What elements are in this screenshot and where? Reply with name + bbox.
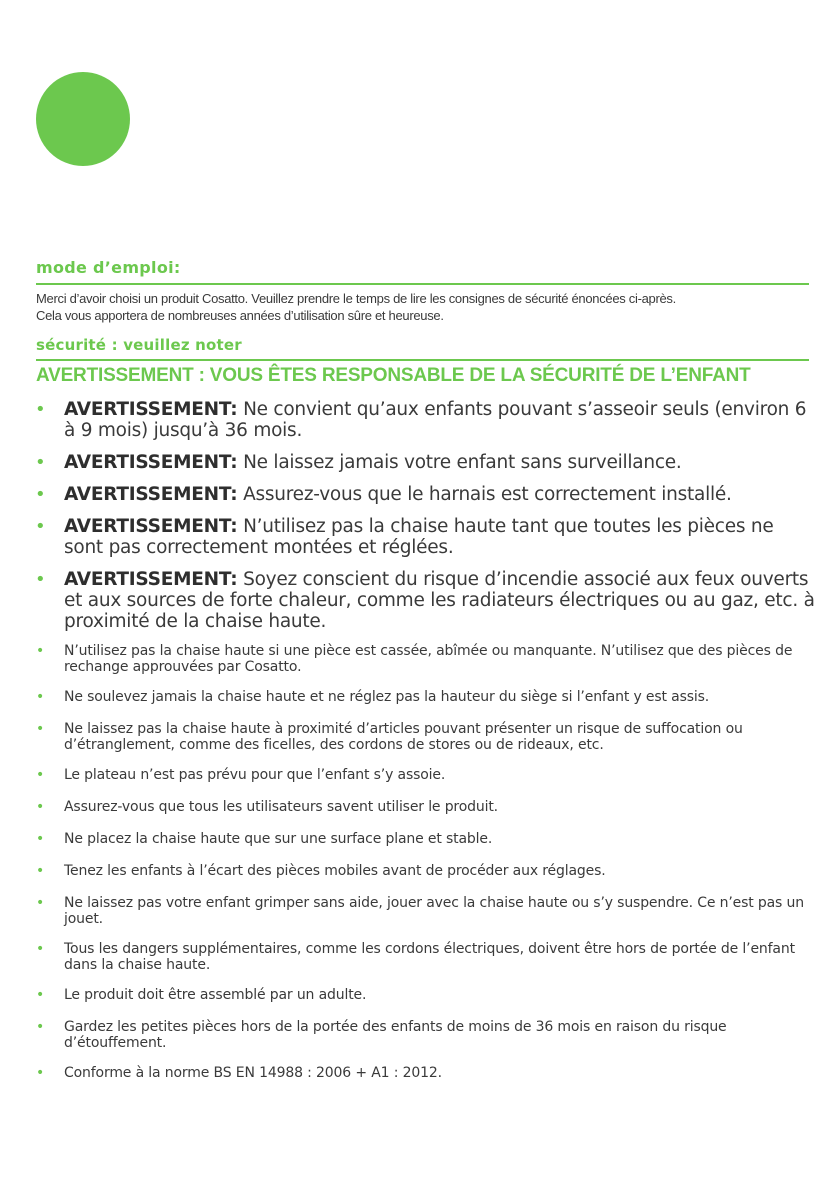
note-text: N’utilisez pas la chaise haute si une pièce est cassée, abîmée ou manquante. N’utilisez que des pièces de rechange approuvées par Cosatto. (64, 643, 793, 675)
warning-item (36, 516, 816, 558)
note-item (36, 895, 816, 927)
note-text: Ne placez la chaise haute que sur une surface plane et stable. (64, 831, 493, 847)
divider-rule (36, 359, 809, 361)
note-item (36, 863, 816, 879)
bullet-icon: • (36, 689, 45, 705)
warning-heading: AVERTISSEMENT : VOUS ÊTES RESPONSABLE DE LA SÉCURITÉ DE L’ENFANT (36, 365, 751, 386)
note-text: Conforme à la norme BS EN 14988 : 2006 + A1 : 2012. (64, 1065, 442, 1081)
mode-emploi-heading: mode d’emploi: (36, 258, 181, 277)
intro-paragraph (36, 290, 811, 324)
warning-label: AVERTISSEMENT: (64, 399, 238, 420)
warning-label: AVERTISSEMENT: (64, 569, 238, 590)
bullet-icon: • (36, 941, 45, 957)
note-item (36, 987, 816, 1003)
bullet-icon: • (35, 569, 46, 590)
warning-text: Soyez conscient du risque d’incendie associé aux feux ouverts et aux sources de forte chaleur, comme les radiateurs électriques ou au gaz, etc. à proximité de la chaise haute. (64, 569, 815, 632)
bullet-icon: • (36, 721, 45, 737)
note-text: Ne laissez pas votre enfant grimper sans aide, jouer avec la chaise haute ou s’y suspendre. Ce n’est pas un jouet. (64, 895, 804, 927)
warning-item (36, 484, 816, 505)
note-item (36, 1019, 816, 1051)
bullet-icon: • (36, 895, 45, 911)
securite-heading: sécurité : veuillez noter (36, 336, 242, 354)
warning-text: Ne laissez jamais votre enfant sans surveillance. (243, 452, 682, 473)
bullet-icon: • (36, 643, 45, 659)
warning-text: N’utilisez pas la chaise haute tant que toutes les pièces ne sont pas correctement montées et réglées. (64, 516, 774, 558)
note-text: Gardez les petites pièces hors de la portée des enfants de moins de 36 mois en raison du risque d’étouffement. (64, 1019, 727, 1051)
note-item (36, 831, 816, 847)
divider-rule (36, 283, 809, 285)
safety-notes-list (36, 643, 816, 1081)
warning-label: AVERTISSEMENT: (64, 484, 238, 505)
bullet-icon: • (36, 767, 45, 783)
note-text: Tenez les enfants à l’écart des pièces mobiles avant de procéder aux réglages. (64, 863, 606, 879)
warning-text: Assurez-vous que le harnais est correctement installé. (243, 484, 732, 505)
bullet-icon: • (36, 799, 45, 815)
note-text: Le produit doit être assemblé par un adulte. (64, 987, 367, 1003)
warning-item (36, 452, 816, 473)
note-item (36, 721, 816, 753)
note-text: Ne soulevez jamais la chaise haute et ne réglez pas la hauteur du siège si l’enfant y est assis. (64, 689, 710, 705)
warning-label: AVERTISSEMENT: (64, 452, 238, 473)
bullet-icon: • (36, 1019, 45, 1035)
note-item (36, 941, 816, 973)
note-item (36, 799, 816, 815)
bullet-icon: • (36, 863, 45, 879)
warning-item (36, 569, 816, 632)
warning-text: Ne convient qu’aux enfants pouvant s’asseoir seuls (environ 6 à 9 mois) jusqu’à 36 mois. (64, 399, 807, 441)
note-text: Assurez-vous que tous les utilisateurs savent utiliser le produit. (64, 799, 498, 815)
warning-list (36, 399, 816, 643)
bullet-icon: • (35, 452, 46, 473)
note-item (36, 1065, 816, 1081)
note-text: Ne laissez pas la chaise haute à proximité d’articles pouvant présenter un risque de suffocation ou d’étranglement, comme des ficelles, des cordons de stores ou de rideaux, etc. (64, 721, 743, 753)
bullet-icon: • (35, 484, 46, 505)
green-circle-decoration (36, 72, 130, 166)
intro-line-1: Merci d’avoir choisi un produit Cosatto. Veuillez prendre le temps de lire les consignes de sécurité énoncées ci-après. (36, 291, 676, 306)
note-item (36, 689, 816, 705)
note-text: Tous les dangers supplémentaires, comme les cordons électriques, doivent être hors de portée de l’enfant dans la chaise haute. (64, 941, 795, 973)
intro-line-2: Cela vous apportera de nombreuses années d’utilisation sûre et heureuse. (36, 308, 444, 323)
bullet-icon: • (36, 987, 45, 1003)
warning-label: AVERTISSEMENT: (64, 516, 238, 537)
note-text: Le plateau n’est pas prévu pour que l’enfant s’y assoie. (64, 767, 446, 783)
note-item (36, 767, 816, 783)
bullet-icon: • (35, 399, 46, 420)
warning-item (36, 399, 816, 441)
bullet-icon: • (36, 831, 45, 847)
note-item (36, 643, 816, 675)
bullet-icon: • (36, 1065, 45, 1081)
bullet-icon: • (35, 516, 46, 537)
